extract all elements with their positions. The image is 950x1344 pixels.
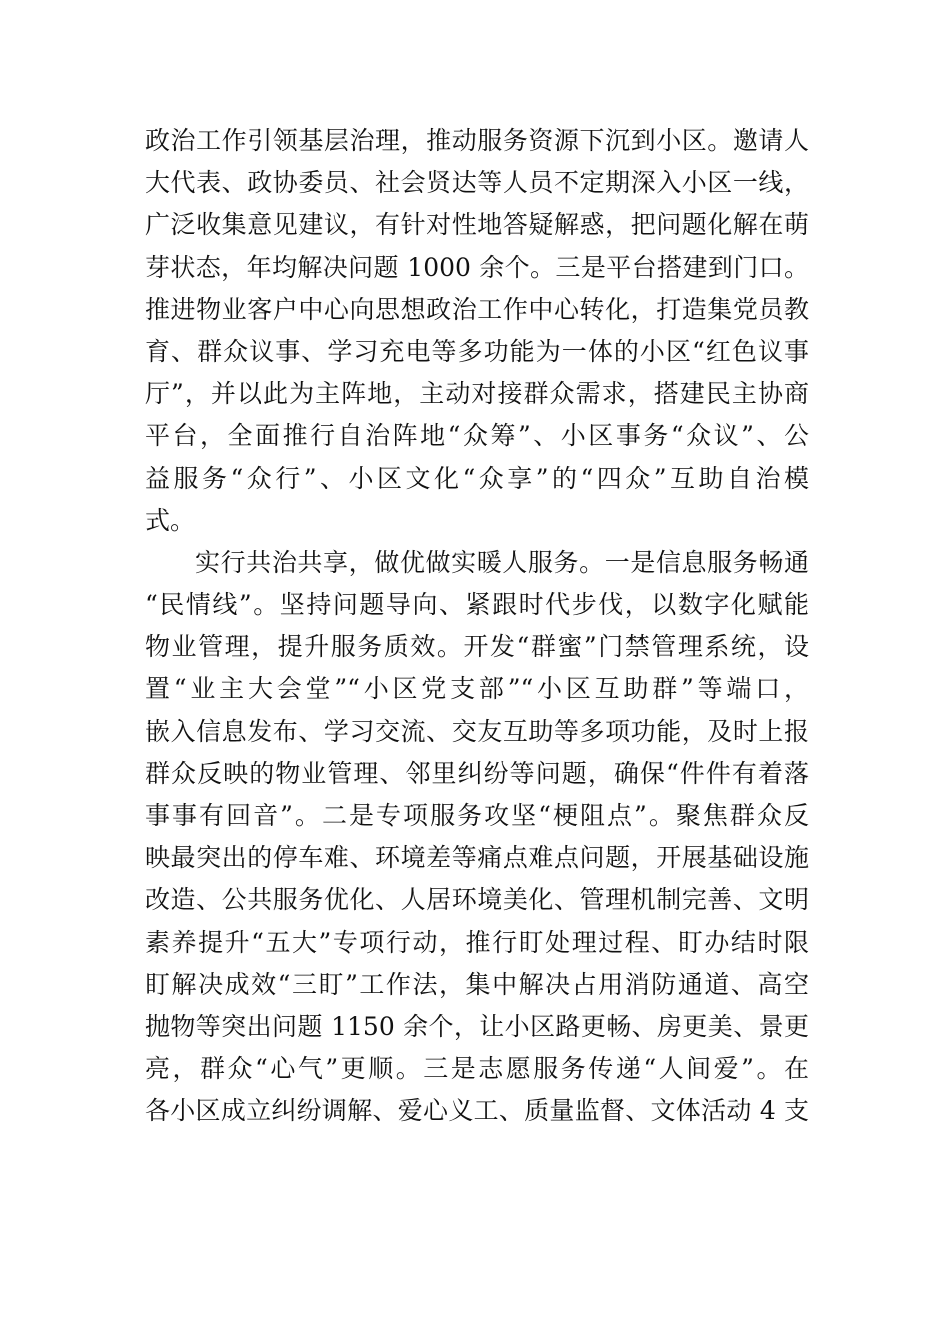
text-line: 各小区成立纠纷调解、爱心义工、质量监督、文体活动 4 支 <box>145 1096 809 1126</box>
text-line: 事事有回音”。二是专项服务攻坚“梗阻点”。聚焦群众反 <box>145 801 809 830</box>
text-line: 广泛收集意见建议，有针对性地答疑解惑，把问题化解在萌 <box>145 210 809 240</box>
text-line: 育、群众议事、学习充电等多功能为一体的小区“红色议事 <box>145 336 809 366</box>
text-line: “民情线”。坚持问题导向、紧跟时代步伐，以数字化赋能 <box>145 590 809 620</box>
text-line: 物业管理，提升服务质效。开发“群蜜”门禁管理系统，设 <box>145 632 809 662</box>
text-line: 亮，群众“心气”更顺。三是志愿服务传递“人间爱”。在 <box>145 1054 809 1084</box>
text-line: 实行共治共享，做优做实暖人服务。一是信息服务畅通 <box>195 547 809 577</box>
paragraph-2 <box>145 542 809 1133</box>
text-line: 厅”，并以此为主阵地，主动对接群众需求，搭建民主协商 <box>145 379 809 409</box>
text-line: 群众反映的物业管理、邻里纠纷等问题，确保“件件有着落 <box>145 758 809 788</box>
text-line: 推进物业客户中心向思想政治工作中心转化，打造集党员教 <box>145 294 809 324</box>
text-line: 素养提升“五大”专项行动，推行盯处理过程、盯办结时限 <box>145 927 809 957</box>
text-line: 抛物等突出问题 1150 余个，让小区路更畅、房更美、景更 <box>145 1011 809 1041</box>
document-body <box>145 120 809 1133</box>
text-line: 置“业主大会堂”“小区党支部”“小区互助群”等端口， <box>145 674 809 704</box>
text-line: 政治工作引领基层治理，推动服务资源下沉到小区。邀请人 <box>145 126 809 155</box>
paragraph-1 <box>145 120 809 542</box>
text-line: 益服务“众行”、小区文化“众享”的“四众”互助自治模 <box>145 463 809 493</box>
text-line: 式。 <box>145 505 196 535</box>
text-line: 盯解决成效“三盯”工作法，集中解决占用消防通道、高空 <box>145 969 809 999</box>
text-line: 平台，全面推行自治阵地“众筹”、小区事务“众议”、公 <box>145 421 809 451</box>
text-line: 改造、公共服务优化、人居环境美化、管理机制完善、文明 <box>145 885 809 915</box>
text-line: 映最突出的停车难、环境差等痛点难点问题，开展基础设施 <box>145 843 809 873</box>
text-line: 大代表、政协委员、社会贤达等人员不定期深入小区一线， <box>145 168 809 198</box>
text-line: 芽状态，年均解决问题 1000 余个。三是平台搭建到门口。 <box>145 252 809 282</box>
text-line: 嵌入信息发布、学习交流、交友互助等多项功能，及时上报 <box>145 716 809 746</box>
